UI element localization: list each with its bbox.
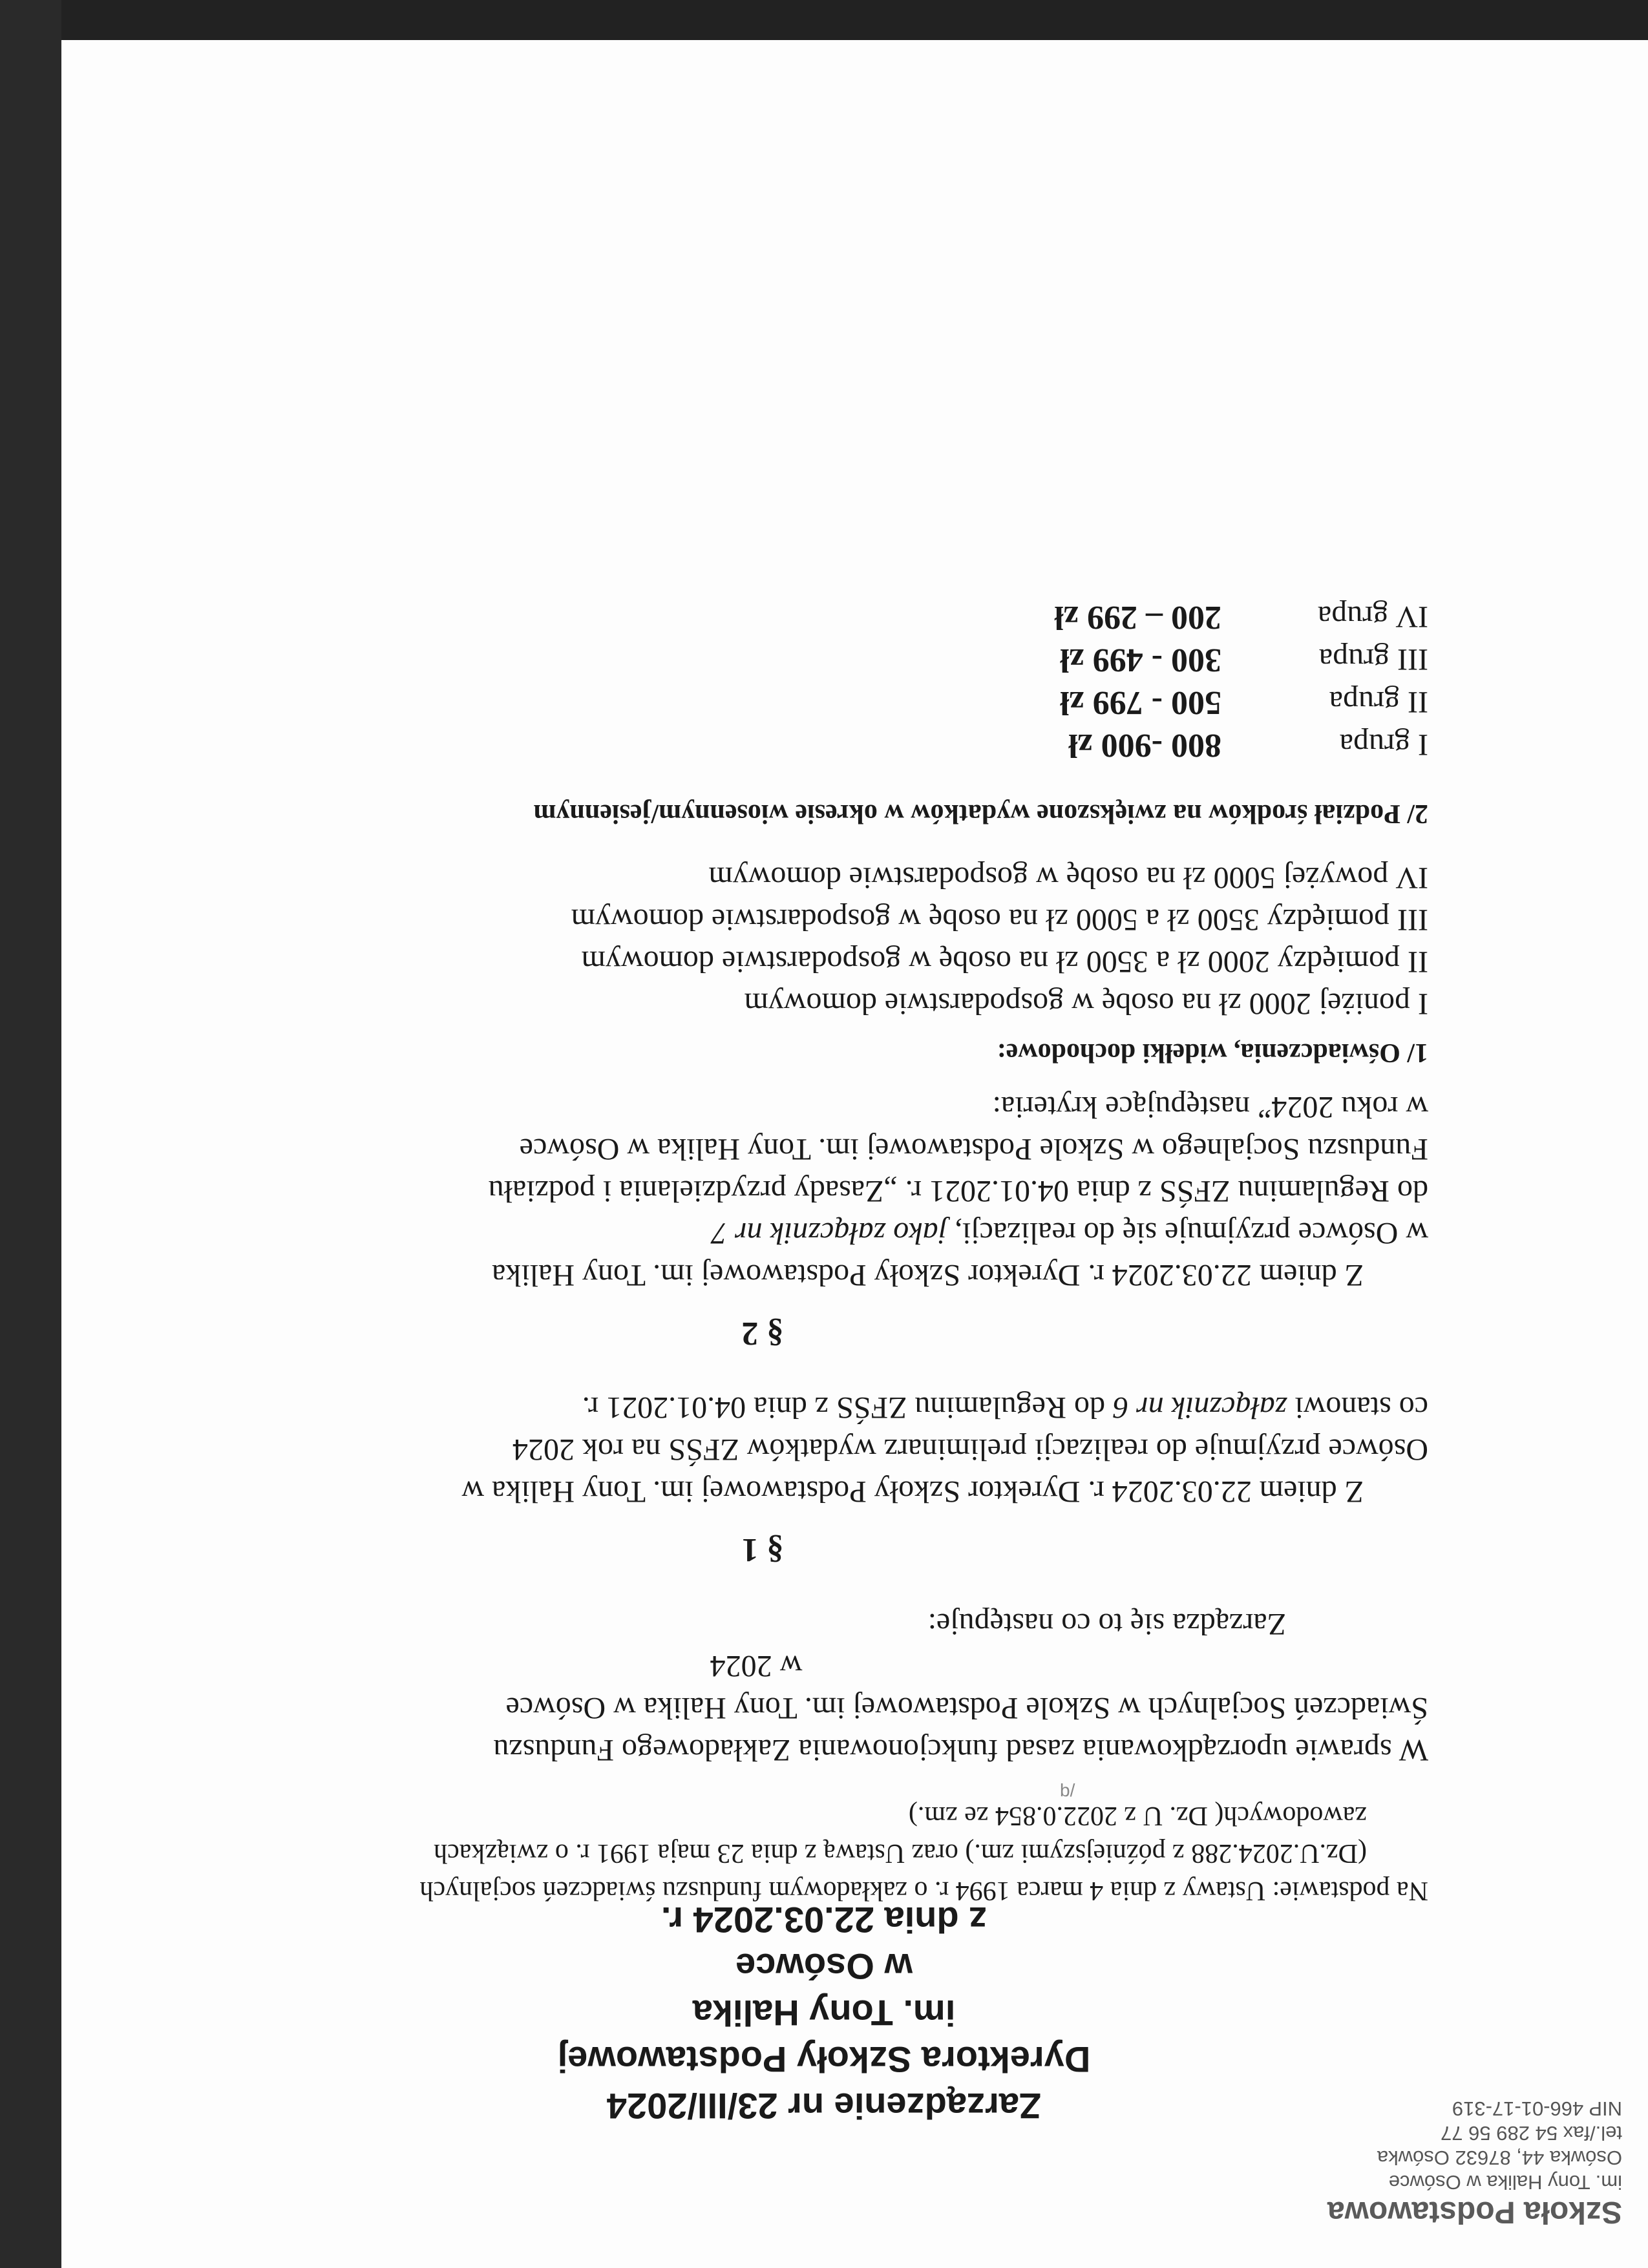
s2-attachment-ref: jako załącznik nr 7 <box>711 1216 947 1250</box>
income-bracket: I poniżej 2000 zł na osobę w gospodarstwie domowym <box>744 987 1428 1021</box>
matter-line: W sprawie uporządkowania zasad funkcjonowania Zakładowego Funduszu <box>493 1733 1428 1767</box>
s2-line <box>84 1212 1428 1254</box>
title-issuer: Dyrektora Szkoły Podstawowej <box>557 2039 1091 2080</box>
title-patron: im. Tony Halika <box>692 1993 956 2033</box>
stamp-nip: NIP 466-01-17-319 <box>1452 2097 1622 2120</box>
group-amount: 800 -900 zł <box>1068 727 1221 764</box>
income-bracket: II pomiędzy 2000 zł a 3500 zł na osobę w gospodarstwie domowym <box>581 945 1428 979</box>
s2-line: w roku 2024” następujące kryteria: <box>992 1090 1428 1124</box>
s1-line: Z dniem 22.03.2024 r. Dyrektor Szkoły Podstawowej im. Tony Halika w <box>461 1475 1364 1509</box>
income-brackets <box>84 857 1441 1025</box>
section-2-symbol: § 2 <box>741 1315 784 1352</box>
fund-group <box>84 724 1428 766</box>
basis-line: (Dz.U.2024.288 z późniejszymi zm.) oraz Ustawą z dnia 23 maja 1991 r. o związkach <box>434 1838 1367 1868</box>
s2-line: Funduszu Socjalnego w Szkole Podstawowej im. Tony Halika w Osówce <box>519 1132 1428 1166</box>
group-amount: 200 – 299 zł <box>1054 599 1221 636</box>
stamp-phone: tel./fax 54 289 56 77 <box>1441 2122 1622 2145</box>
title-date: z dnia 22.03.2024 r. <box>660 1900 988 1940</box>
income-bracket: III pomiędzy 3500 zł a 5000 zł na osobę w gospodarstwie domowym <box>571 903 1428 937</box>
matter-line: Świadczeń Socjalnych w Szkole Podstawowej im. Tony Halika w Osówce <box>505 1691 1428 1725</box>
s2-line-part: w Osówce przyjmuje się do realizacji, <box>946 1216 1428 1250</box>
funds-heading: 2/ Podział środków na zwiększone wydatków w okresie wiosennym/jesiennym <box>533 799 1428 828</box>
document-title <box>0 1896 1648 2129</box>
s1-line-part: do Regulaminu ZFŚS z dnia 04.01.2021 r. <box>582 1391 1114 1425</box>
section-1-text <box>84 1387 1441 1513</box>
section-2-text <box>84 1086 1441 1296</box>
fund-group <box>84 681 1428 724</box>
basis-line: Na podstawie: Ustawy z dnia 4 marca 1994 r. o zakładowym funduszu świadczeń socjalnych <box>419 1876 1428 1906</box>
basis-line: zawodowych( Dz. U z 2022.0.854 ze zm.) <box>908 1801 1367 1831</box>
matter-year: w 2024 <box>710 1649 803 1683</box>
s1-line-part: co stanowi <box>1287 1391 1428 1425</box>
s1-line <box>84 1387 1428 1429</box>
section-1-symbol: § 1 <box>741 1531 784 1568</box>
handwritten-mark: b/ <box>1060 1780 1075 1800</box>
stamp-patron: im. Tony Halika w Osówce <box>1388 2171 1622 2194</box>
subject-matter <box>84 1603 1441 1771</box>
s2-line: Z dniem 22.03.2024 r. Dyrektor Szkoły Podstawowej im. Tony Halika <box>492 1258 1364 1292</box>
income-bracket: IV powyżej 5000 zł na osobę w gospodarstwie domowym <box>708 861 1428 895</box>
s1-line: Osówce przyjmuje do realizacji preliminarz wydatków ZFŚS na rok 2024 <box>512 1433 1428 1467</box>
title-place: w Osówce <box>735 1946 913 1987</box>
matter-ordinance: Zarządza się to co następuje: <box>927 1607 1286 1641</box>
income-heading: 1/ Oświadczenia, widełki dochodowe: <box>997 1038 1428 1067</box>
s1-attachment-ref: załącznik nr 6 <box>1113 1391 1287 1425</box>
group-label: II grupa <box>1329 685 1428 719</box>
group-label: I grupa <box>1339 728 1428 762</box>
fund-group <box>84 596 1428 638</box>
stamp-address: Osówka 44, 87632 Osówka <box>1377 2147 1622 2169</box>
fund-groups <box>84 596 1441 766</box>
fund-group <box>84 638 1428 681</box>
group-label: IV grupa <box>1317 600 1428 634</box>
legal-basis <box>84 1797 1441 1909</box>
s2-line: do Regulaminu ZFŚS z dnia 04.01.2021 r. „Zasady przydzielania i podziału <box>488 1174 1428 1208</box>
group-amount: 300 - 499 zł <box>1060 642 1221 678</box>
document-body <box>84 596 1441 1909</box>
stamp-school-name: Szkoła Podstawowa <box>1327 2195 1622 2229</box>
group-label: III grupa <box>1318 642 1428 677</box>
title-number: Zarządzenie nr 23/III/2024 <box>606 2086 1042 2126</box>
group-amount: 500 - 799 zł <box>1060 684 1221 721</box>
